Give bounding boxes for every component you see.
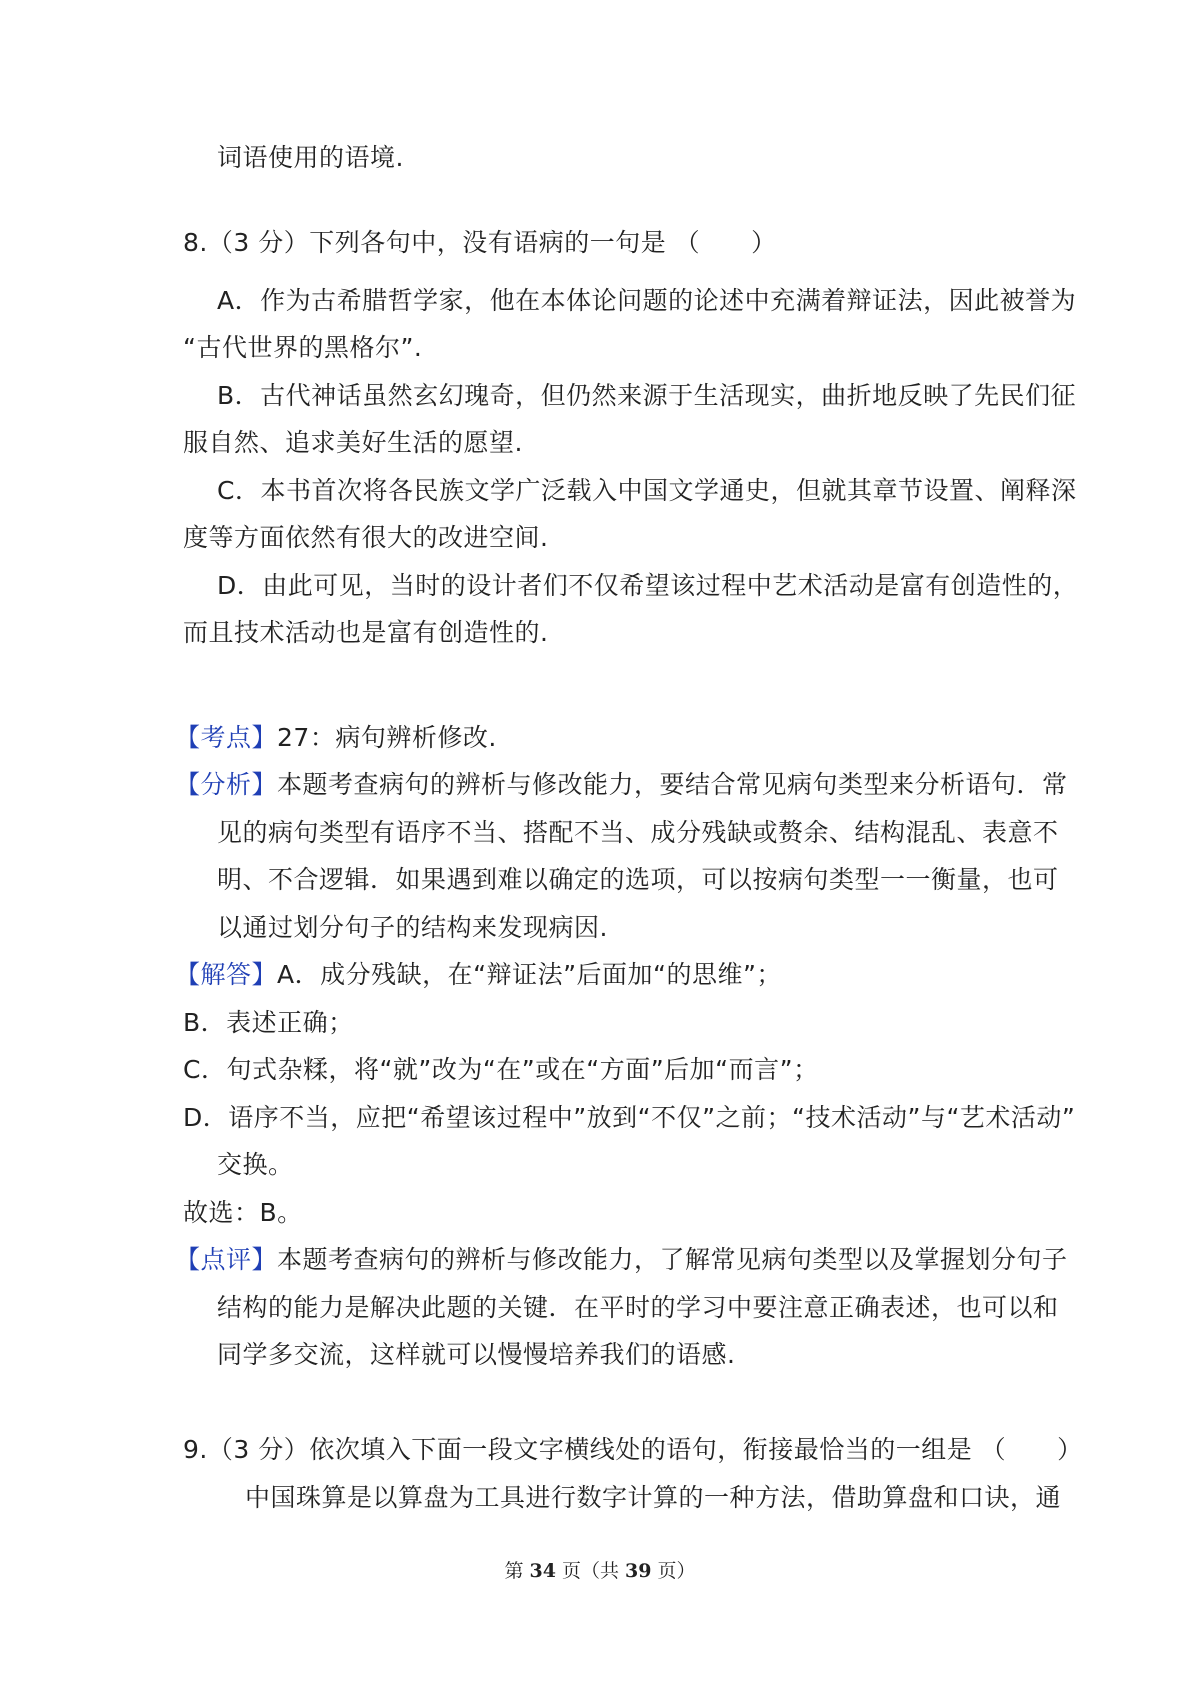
footer-page-number: 34 bbox=[529, 1560, 556, 1582]
dianping-line bbox=[175, 1242, 1068, 1278]
footer-suffix: 页） bbox=[651, 1560, 696, 1582]
footer-total-pages: 39 bbox=[625, 1560, 652, 1582]
jieda-b: B．表述正确； bbox=[183, 1008, 354, 1037]
kaodian-text: 27：病句辨析修改. bbox=[277, 723, 497, 752]
jieda-text: A．成分残缺，在“辩证法”后面加“的思维”； bbox=[277, 960, 782, 989]
question-9-passage: 中国珠算是以算盘为工具进行数字计算的一种方法，借助算盘和口诀，通 bbox=[245, 1483, 1062, 1512]
kaodian-tag: 【考点】 bbox=[175, 723, 278, 752]
dianping-text: 本题考查病句的辨析与修改能力，了解常见病句类型以及掌握划分句子 bbox=[277, 1245, 1068, 1274]
dianping-tag: 【点评】 bbox=[175, 1245, 278, 1274]
option-c-cont: 度等方面依然有很大的改进空间. bbox=[183, 523, 549, 552]
jieda-line bbox=[175, 957, 782, 993]
option-b: B．古代神话虽然玄幻瑰奇，但仍然来源于生活现实，曲折地反映了先民们征 bbox=[217, 381, 1077, 410]
jieda-tag: 【解答】 bbox=[175, 960, 278, 989]
answer-line: 故选：B。 bbox=[183, 1198, 303, 1227]
option-d: D．由此可见，当时的设计者们不仅希望该过程中艺术活动是富有创造性的， bbox=[217, 571, 1079, 600]
jieda-d-cont: 交换。 bbox=[217, 1150, 294, 1179]
footer-prefix: 第 bbox=[504, 1560, 530, 1582]
page-footer bbox=[0, 1556, 1200, 1583]
question-8-stem: 8.（3 分）下列各句中，没有语病的一句是 （ ） bbox=[183, 228, 777, 257]
text-line: 词语使用的语境. bbox=[217, 143, 404, 172]
fenxi-text: 本题考查病句的辨析与修改能力，要结合常见病句类型来分析语句．常 bbox=[277, 770, 1068, 799]
fenxi-cont: 以通过划分句子的结构来发现病因. bbox=[217, 913, 608, 942]
fenxi-cont: 明、不合逻辑．如果遇到难以确定的选项，可以按病句类型一一衡量，也可 bbox=[217, 865, 1059, 894]
option-a-cont: “古代世界的黑格尔”. bbox=[183, 333, 423, 362]
dianping-cont: 结构的能力是解决此题的关键．在平时的学习中要注意正确表述，也可以和 bbox=[217, 1293, 1059, 1322]
fenxi-tag: 【分析】 bbox=[175, 770, 278, 799]
option-d-cont: 而且技术活动也是富有创造性的. bbox=[183, 618, 549, 647]
footer-middle: 页（共 bbox=[555, 1560, 626, 1582]
kaodian-line bbox=[175, 720, 497, 756]
option-b-cont: 服自然、追求美好生活的愿望. bbox=[183, 428, 523, 457]
fenxi-line bbox=[175, 767, 1068, 803]
option-a: A．作为古希腊哲学家，他在本体论问题的论述中充满着辩证法，因此被誉为 bbox=[217, 286, 1077, 315]
dianping-cont: 同学多交流，这样就可以慢慢培养我们的语感. bbox=[217, 1340, 736, 1369]
fenxi-cont: 见的病句类型有语序不当、搭配不当、成分残缺或赘余、结构混乱、表意不 bbox=[217, 818, 1059, 847]
question-9-stem: 9.（3 分）依次填入下面一段文字横线处的语句，衔接最恰当的一组是 （ ） bbox=[183, 1435, 1083, 1464]
jieda-c: C．句式杂糅，将“就”改为“在”或在“方面”后加“而言”； bbox=[183, 1055, 819, 1084]
option-c: C．本书首次将各民族文学广泛载入中国文学通史，但就其章节设置、阐释深 bbox=[217, 476, 1077, 505]
jieda-d: D．语序不当，应把“希望该过程中”放到“不仅”之前；“技术活动”与“艺术活动” bbox=[183, 1103, 1076, 1132]
